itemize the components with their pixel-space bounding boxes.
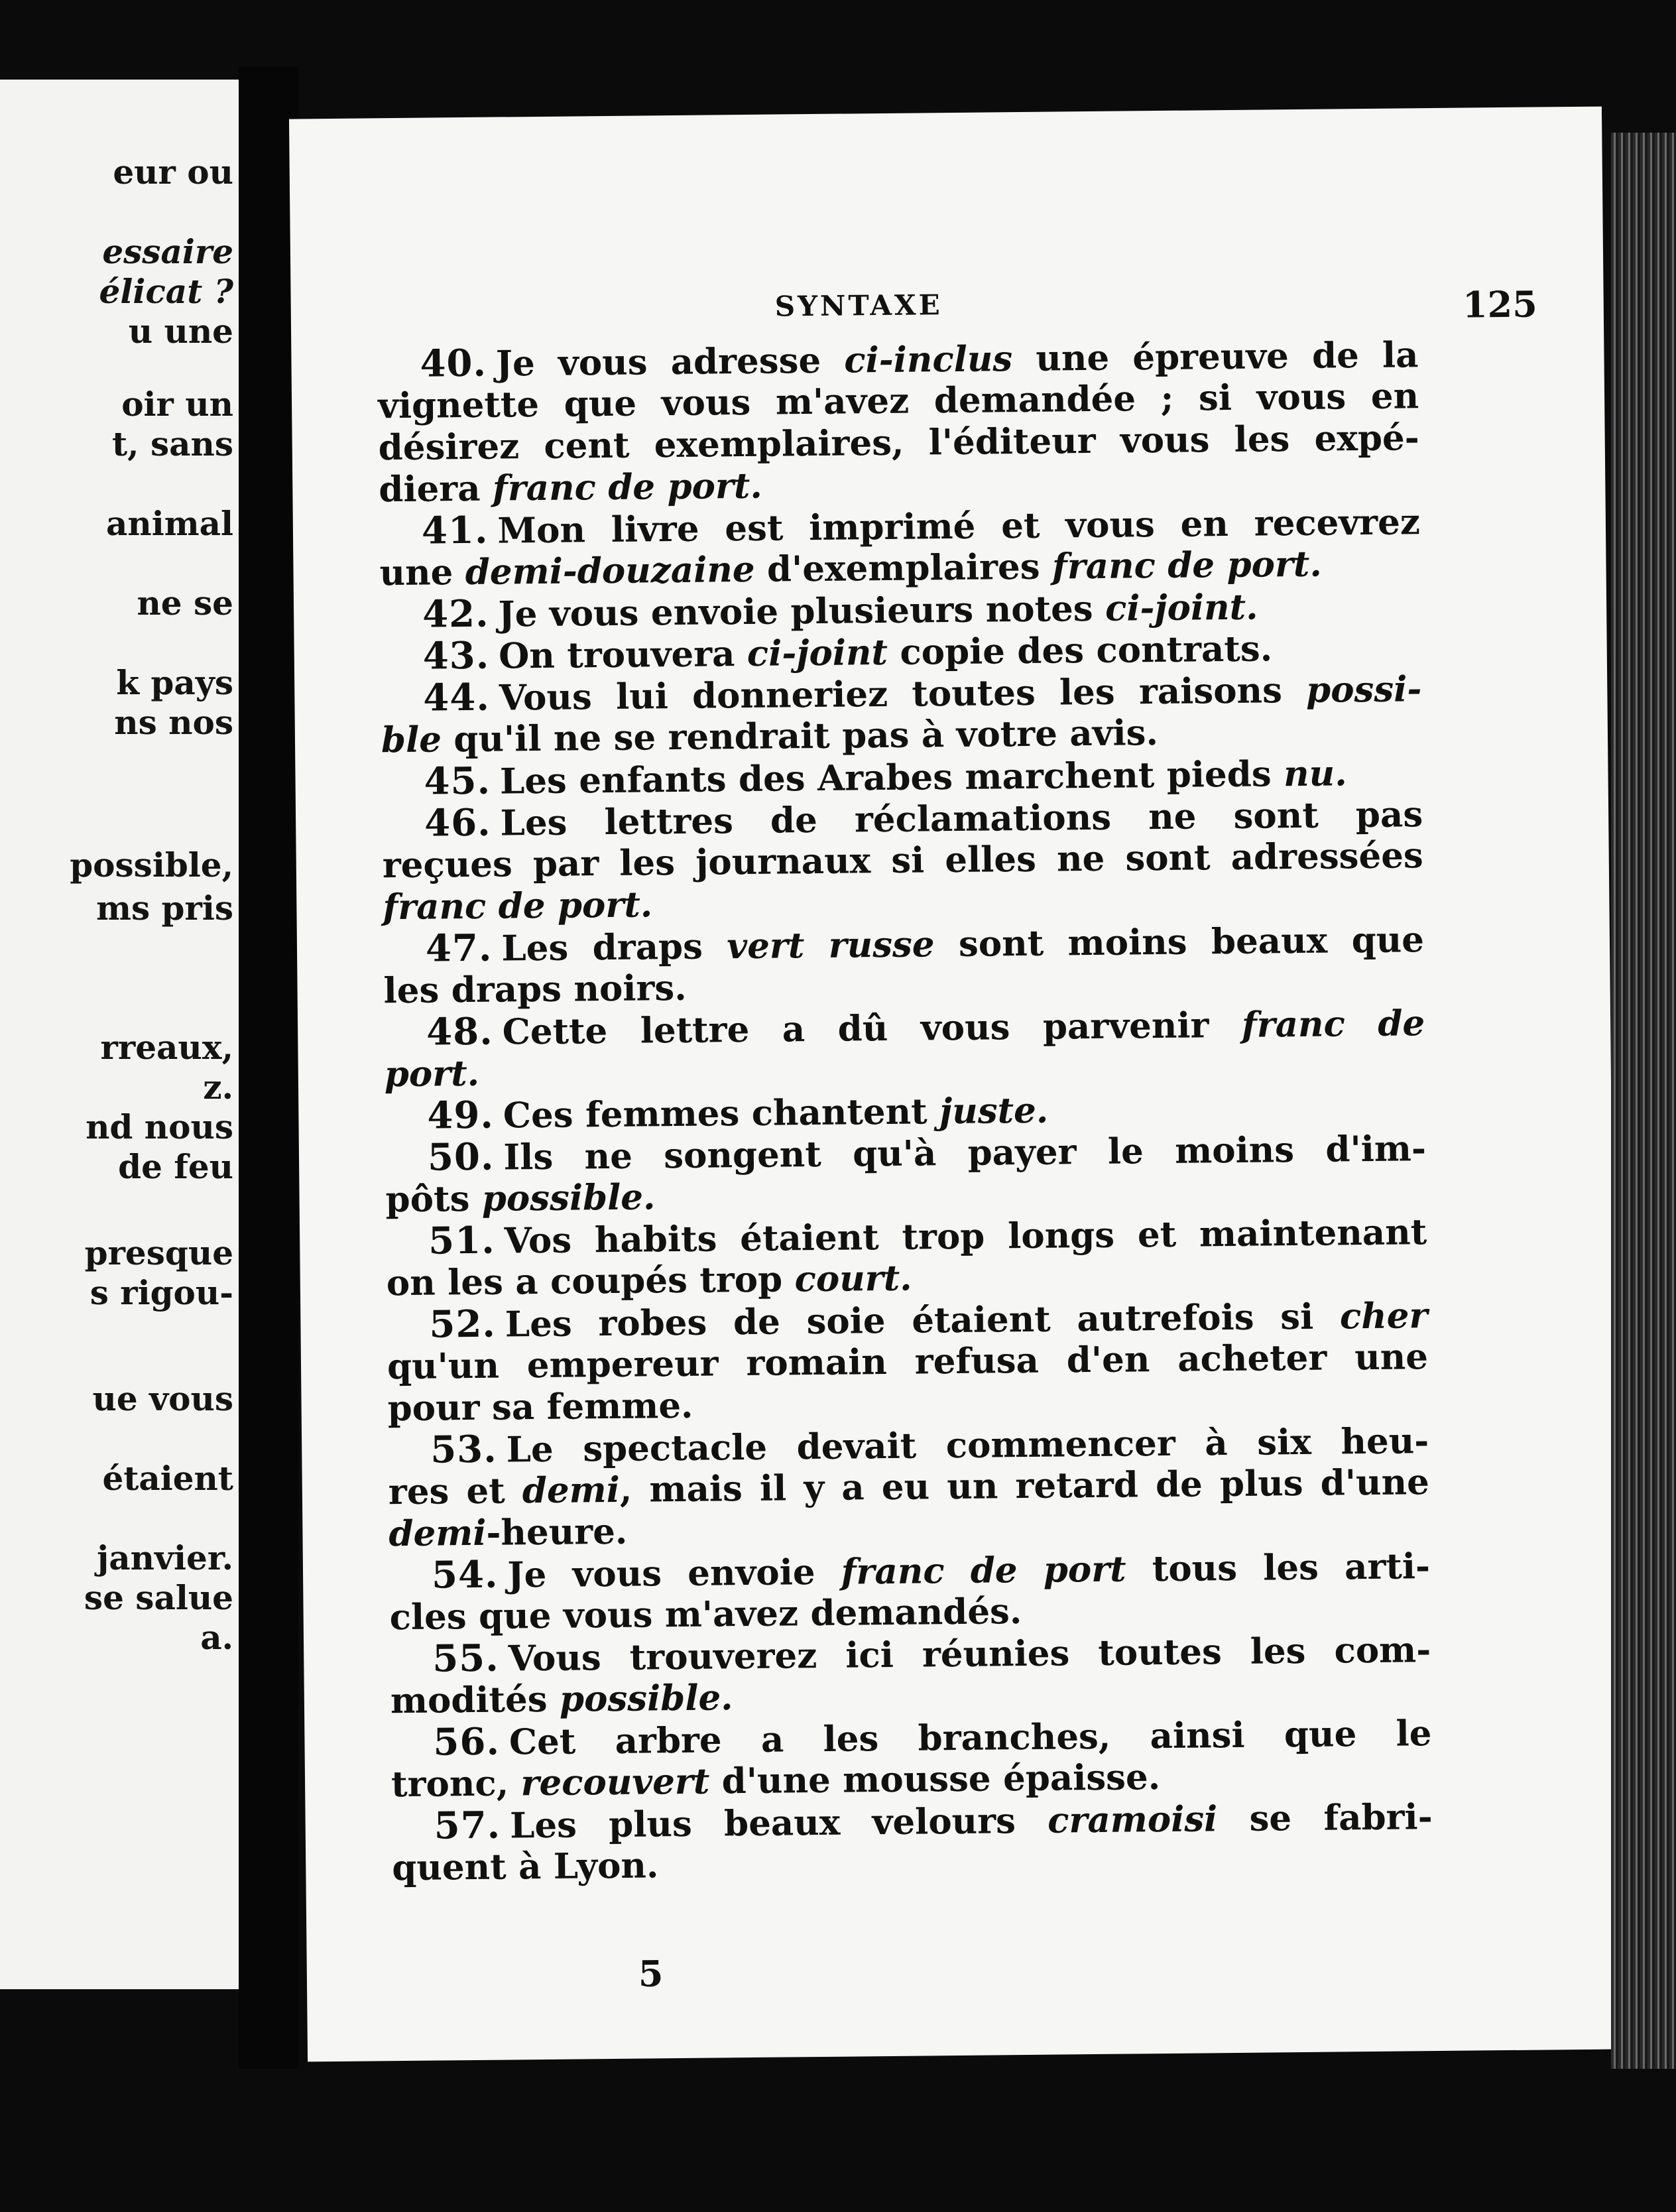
- text-run: Cette lettre a dû vous parvenir: [502, 1004, 1242, 1053]
- text-run: d'exemplaires: [754, 546, 1053, 590]
- text-run: Ils ne songent qu'à payer le moins d'im-: [503, 1128, 1427, 1178]
- left-page-line: eur ou: [113, 153, 233, 192]
- italic-term: court.: [794, 1257, 912, 1300]
- entry-number: 47.: [425, 926, 493, 971]
- exercise-entry: [390, 1712, 1432, 1806]
- text-run: Les enfants des Arabes marchent pieds: [499, 753, 1284, 802]
- text-run: Mon livre est imprimé et vous en recevrez: [497, 501, 1421, 552]
- left-page-line: janvier.: [97, 1538, 233, 1577]
- text-run: qu'un empereur romain refusa d'en acheter une: [387, 1336, 1429, 1388]
- entry-number: 45.: [424, 759, 491, 804]
- text-run: vignette que vous m'avez demandée ; si vous en: [377, 375, 1419, 427]
- left-page-line: k pays: [116, 663, 233, 702]
- text-run: Je vous adresse: [495, 339, 845, 385]
- text-run: Vous lui donneriez toutes les raisons: [499, 669, 1307, 719]
- left-page-line: a.: [200, 1618, 233, 1657]
- text-run: une: [379, 552, 466, 594]
- left-page-line: essaire: [102, 232, 233, 271]
- left-page-line: possible,: [70, 845, 233, 885]
- left-page-line: oir un: [121, 385, 233, 424]
- italic-term: franc de port.: [1051, 543, 1323, 587]
- text-run: quent à Lyon.: [392, 1845, 659, 1889]
- italic-term: ci-joint.: [1105, 586, 1258, 629]
- italic-term: possi-: [1305, 668, 1422, 711]
- text-run: se fabri-: [1217, 1796, 1433, 1840]
- italic-term: port.: [384, 1052, 480, 1095]
- text-run: cles que vous m'avez demandés.: [389, 1591, 1022, 1638]
- left-page-line: ms pris: [96, 889, 233, 928]
- left-page-line: t, sans: [112, 424, 233, 463]
- text-run: Les robes de soie étaient autrefois si: [505, 1296, 1341, 1345]
- text-run: Le spectacle devait commencer à six heu-: [506, 1420, 1429, 1471]
- text-run: Vos habits étaient trop longs et maintenant: [504, 1211, 1427, 1262]
- exercise-entry: [391, 1796, 1433, 1889]
- text-run: désirez cent exemplaires, l'éditeur vous les expé-: [378, 417, 1419, 469]
- entry-number: 43.: [422, 633, 490, 678]
- entry-number: 56.: [433, 1719, 501, 1764]
- text-run: Les lettres de réclamations ne sont pas: [500, 794, 1423, 844]
- page-number: 125: [1462, 282, 1538, 326]
- text-run: Vous trouverez ici réunies toutes les com-: [508, 1629, 1431, 1680]
- text-run: Les plus beaux velours: [509, 1800, 1048, 1847]
- text-run: -heure.: [486, 1510, 628, 1554]
- exercise-entry: [385, 1127, 1427, 1221]
- text-run: copie des contrats.: [887, 628, 1273, 673]
- entry-number: 46.: [424, 800, 491, 845]
- left-page-line: de feu: [118, 1147, 233, 1186]
- text-run: tronc,: [390, 1762, 521, 1806]
- left-page-line: animal: [105, 504, 233, 543]
- left-page-line: nd nous: [86, 1107, 233, 1146]
- entry-number: 50.: [427, 1135, 495, 1180]
- text-run: Ces femmes chantent: [503, 1091, 940, 1137]
- italic-term: possible.: [559, 1677, 733, 1720]
- exercise-entry: [382, 793, 1424, 928]
- exercise-entry: [386, 1211, 1427, 1304]
- italic-term: vert russe: [727, 924, 935, 967]
- entry-number: 52.: [429, 1302, 497, 1347]
- text-run: on les a coupés trop: [386, 1259, 795, 1304]
- left-page-line: u une: [128, 312, 233, 351]
- entry-number: 51.: [428, 1218, 495, 1263]
- left-page-line: élicat ?: [99, 272, 233, 311]
- exercise-entry: [377, 334, 1419, 511]
- text-run: les draps noirs.: [383, 967, 687, 1012]
- text-run: sont moins beaux que: [934, 919, 1425, 965]
- signature-mark: 5: [638, 1952, 664, 1995]
- italic-term: franc de port: [841, 1548, 1126, 1593]
- italic-term: demi-douzaine: [465, 548, 755, 593]
- italic-term: ci-joint: [747, 631, 888, 674]
- italic-term: recouvert: [520, 1760, 710, 1804]
- italic-term: franc de port.: [383, 884, 653, 928]
- italic-term: possible.: [481, 1176, 656, 1219]
- left-page-line: ue vous: [92, 1379, 233, 1418]
- left-page-line: s rigou-: [90, 1273, 233, 1312]
- right-page: [289, 107, 1620, 2062]
- text-run: Je vous envoie: [507, 1551, 842, 1596]
- left-page-fragment: [0, 80, 239, 1989]
- entry-number: 41.: [421, 508, 489, 553]
- exercise-entry: [383, 918, 1425, 1012]
- italic-term: ble: [381, 719, 442, 761]
- text-run: Cet arbre a les branches, ainsi que le: [509, 1713, 1432, 1763]
- text-run: pour sa femme.: [387, 1384, 693, 1430]
- italic-term: demi: [522, 1469, 621, 1512]
- text-run: reçues par les journaux si elles ne sont adressées: [382, 835, 1424, 887]
- exercise-entry: [387, 1294, 1429, 1430]
- italic-term: demi: [389, 1512, 487, 1555]
- text-run: d'une mousse épaisse.: [709, 1756, 1161, 1802]
- italic-term: ci-inclus: [844, 338, 1013, 381]
- left-page-line: se salue: [84, 1578, 233, 1617]
- left-page-line: ns nos: [114, 703, 233, 742]
- exercise-text: [377, 334, 1433, 1889]
- exercise-entry: [388, 1420, 1430, 1555]
- exercise-entry: [379, 501, 1421, 594]
- text-run: On trouvera: [498, 633, 748, 677]
- italic-term: cher: [1339, 1295, 1428, 1337]
- exercise-entry: [389, 1545, 1431, 1638]
- exercise-entry: [384, 1002, 1425, 1095]
- entry-number: 53.: [430, 1427, 498, 1472]
- book-gutter: [239, 66, 298, 2069]
- text-run: diera: [379, 467, 493, 511]
- entry-number: 55.: [432, 1636, 500, 1681]
- italic-term: nu.: [1283, 753, 1347, 795]
- left-page-line: z.: [203, 1068, 233, 1107]
- exercise-entry: [390, 1628, 1431, 1722]
- text-run: res et: [388, 1470, 523, 1513]
- entry-number: 54.: [431, 1552, 499, 1597]
- text-run: pôts: [385, 1178, 483, 1221]
- text-run: Je vous envoie plusieurs notes: [498, 587, 1106, 635]
- text-run: qu'il ne se rendrait pas à votre avis.: [441, 712, 1159, 761]
- entry-number: 49.: [427, 1093, 495, 1138]
- entry-number: 48.: [426, 1009, 493, 1054]
- left-page-line: rreaux,: [100, 1028, 233, 1067]
- text-run: tous les arti-: [1126, 1546, 1431, 1590]
- left-page-line: étaient: [102, 1459, 233, 1498]
- running-head: SYNTAXE: [774, 288, 943, 323]
- entry-number: 40.: [420, 341, 487, 386]
- entry-number: 44.: [423, 675, 491, 720]
- entry-number: 42.: [422, 591, 489, 637]
- text-run: modités: [390, 1678, 560, 1722]
- left-page-line: presque: [84, 1233, 233, 1272]
- text-run: une épreuve de la: [1012, 334, 1419, 380]
- italic-term: cramoisi: [1047, 1798, 1218, 1841]
- entry-number: 57.: [434, 1803, 501, 1848]
- italic-term: juste.: [939, 1089, 1049, 1133]
- italic-term: franc de port.: [492, 465, 763, 509]
- italic-term: franc de: [1241, 1003, 1425, 1046]
- left-page-line: ne se: [137, 584, 233, 623]
- page-edges: [1611, 133, 1676, 2069]
- text-run: , mais il y a eu un retard de plus d'une: [619, 1461, 1430, 1510]
- text-run: Les draps: [501, 926, 727, 969]
- exercise-entry: [381, 668, 1422, 761]
